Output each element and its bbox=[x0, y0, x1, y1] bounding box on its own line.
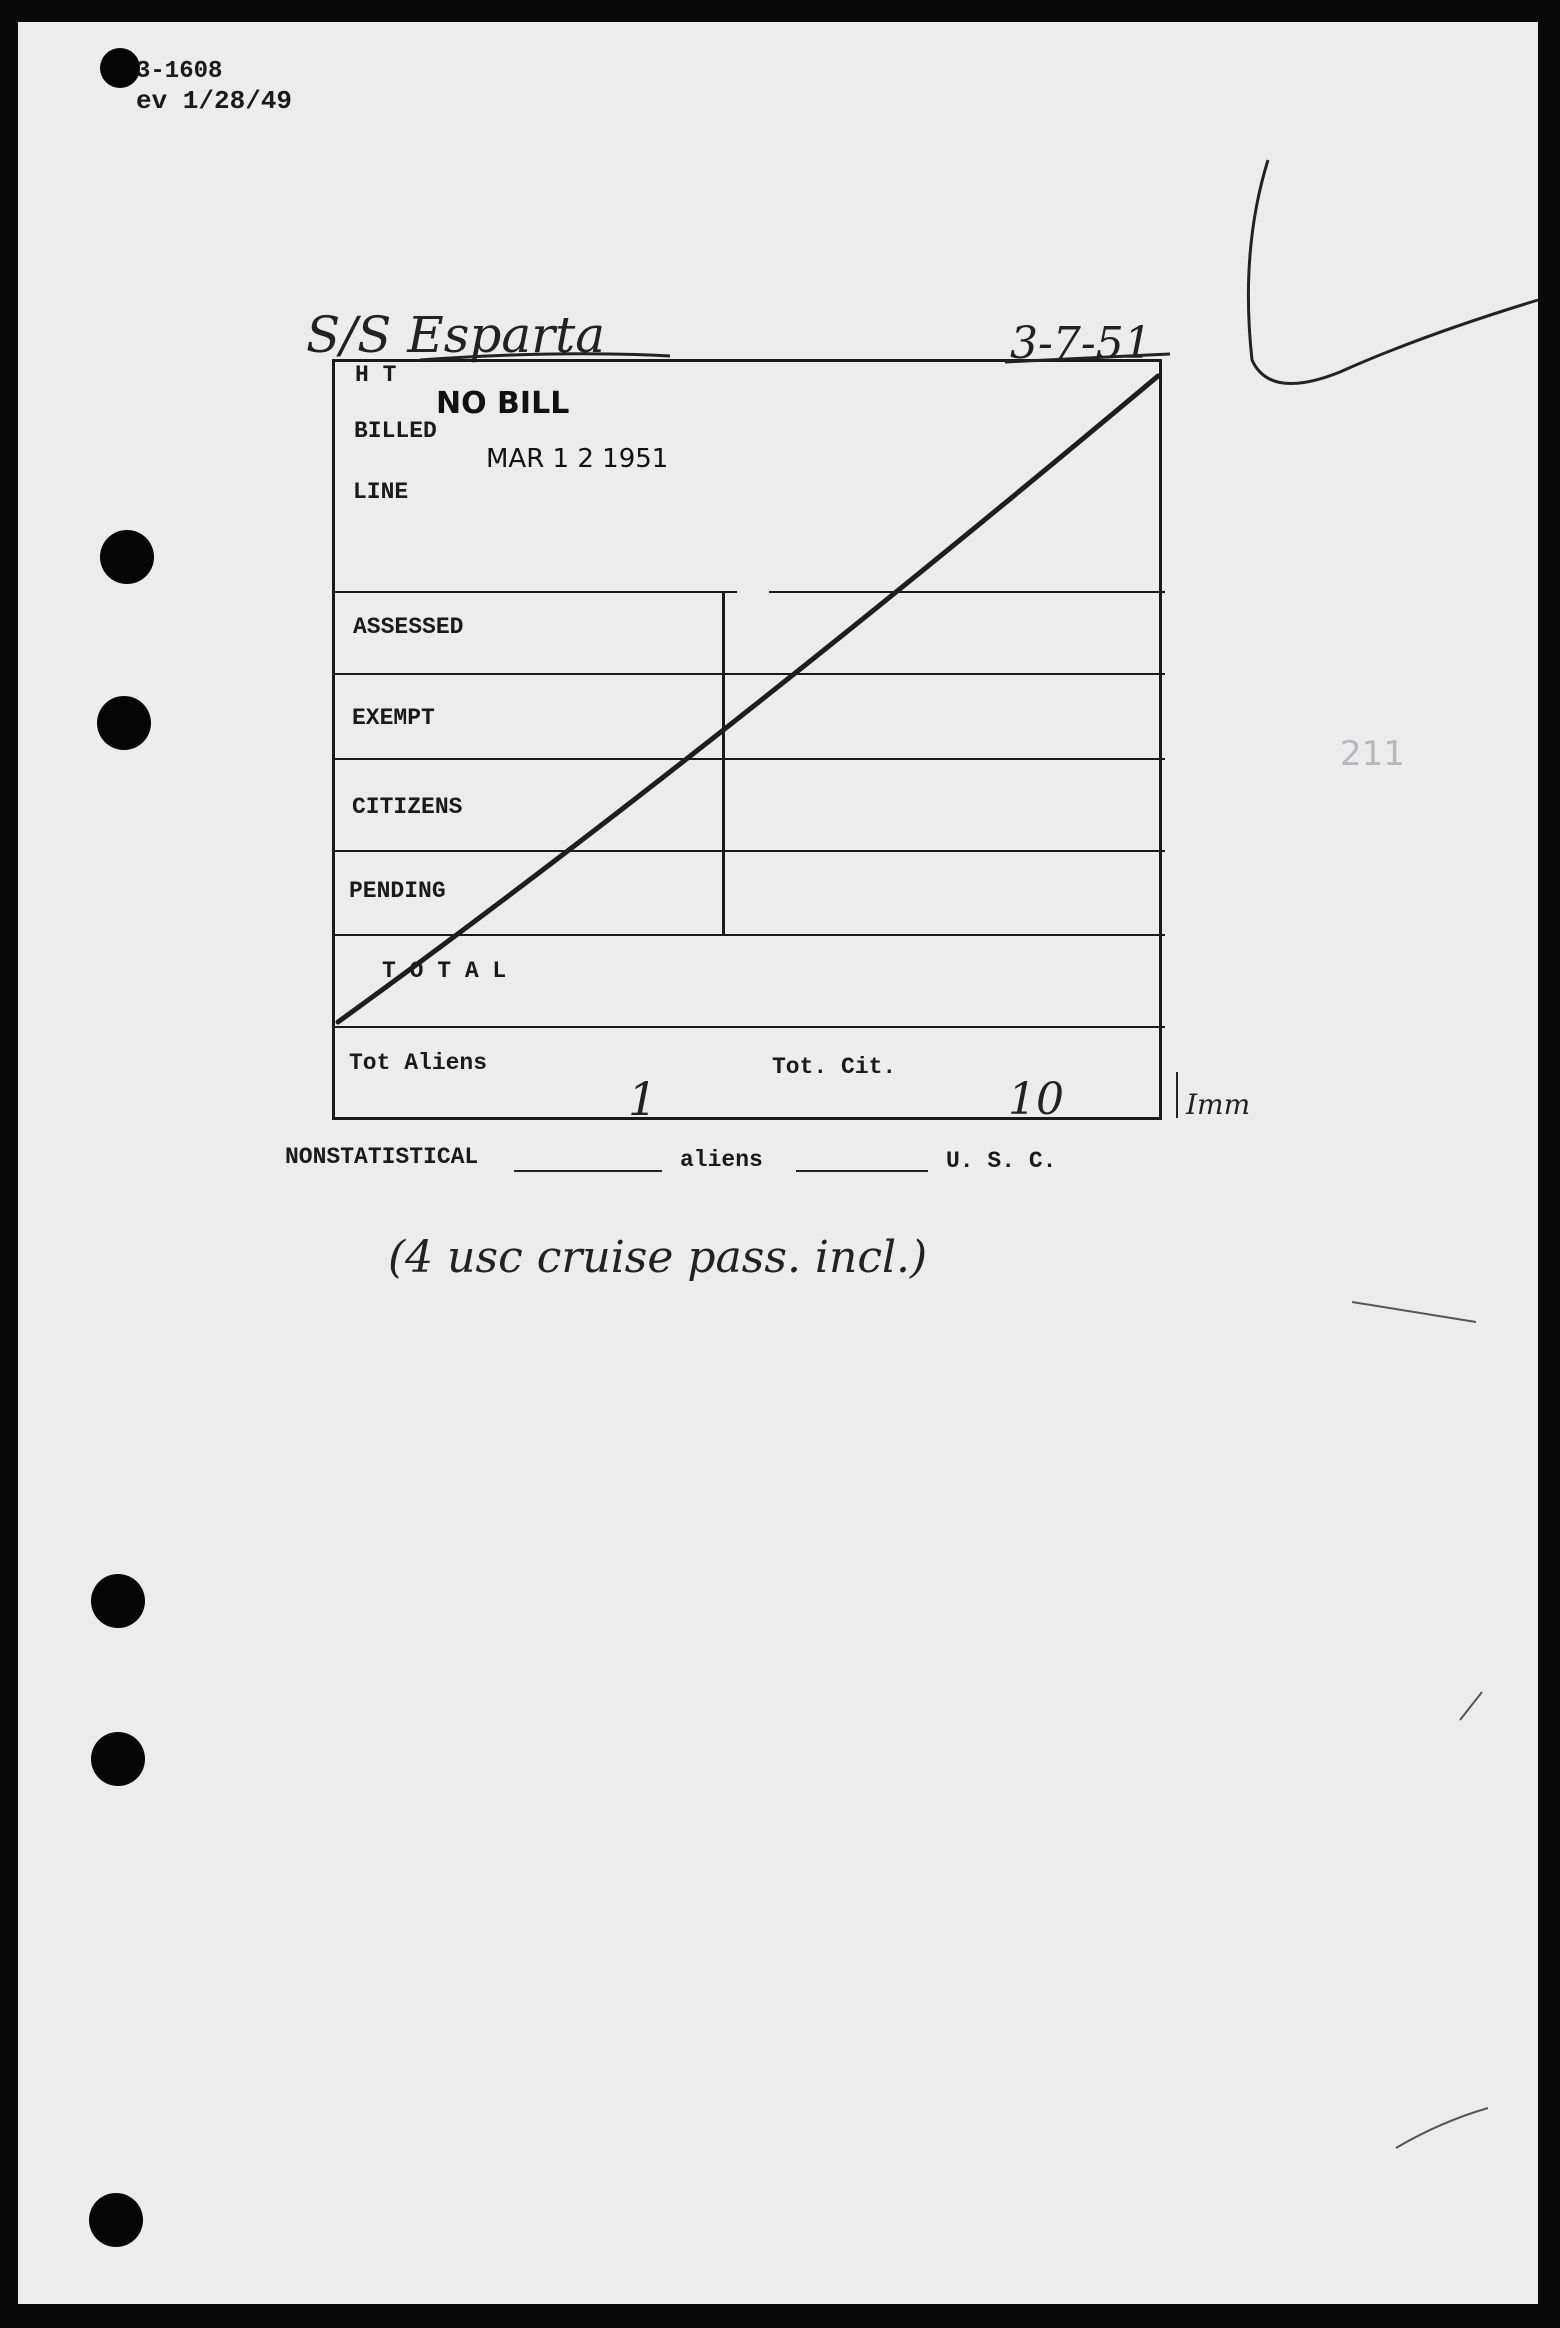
form-revision: ev 1/28/49 bbox=[136, 86, 293, 116]
no-bill-stamp: NO BILL bbox=[436, 386, 570, 421]
stamp-date: MAR 1 2 1951 bbox=[486, 444, 669, 474]
ship-name: S/S Esparta bbox=[306, 306, 606, 364]
side-note: Imm bbox=[1186, 1088, 1251, 1121]
strike-through-diagonal bbox=[338, 376, 1158, 1022]
label-ht: H T bbox=[355, 362, 397, 388]
total-citizens-value: 10 bbox=[1008, 1074, 1064, 1125]
margin-mark bbox=[1396, 2108, 1488, 2148]
label-line: LINE bbox=[353, 479, 409, 505]
margin-mark bbox=[1460, 1692, 1482, 1720]
total-label: T O T A L bbox=[382, 958, 507, 984]
nonstatistical-usc-label: U. S. C. bbox=[946, 1148, 1057, 1174]
handwritten-note: (4 usc cruise pass. incl.) bbox=[388, 1232, 928, 1283]
total-citizens-label: Tot. Cit. bbox=[772, 1054, 897, 1080]
ship-underline bbox=[420, 354, 670, 360]
margin-mark bbox=[1352, 1302, 1476, 1322]
handwritten-date: 3-7-51 bbox=[1010, 318, 1152, 369]
row-label-exempt: EXEMPT bbox=[352, 705, 435, 731]
label-billed: BILLED bbox=[354, 418, 437, 444]
row-label-assessed: ASSESSED bbox=[353, 614, 464, 640]
nonstatistical-label: NONSTATISTICAL bbox=[285, 1144, 479, 1170]
corner-checkmark bbox=[1248, 160, 1538, 384]
form-number: 3-1608 bbox=[136, 58, 223, 85]
row-label-citizens: CITIZENS bbox=[352, 794, 463, 820]
date-underline bbox=[1005, 354, 1170, 362]
margin-number: 211 bbox=[1340, 734, 1405, 774]
row-label-pending: PENDING bbox=[349, 878, 446, 904]
total-aliens-value: 1 bbox=[628, 1072, 658, 1126]
total-aliens-label: Tot Aliens bbox=[349, 1050, 488, 1076]
nonstatistical-aliens-label: aliens bbox=[680, 1147, 763, 1173]
